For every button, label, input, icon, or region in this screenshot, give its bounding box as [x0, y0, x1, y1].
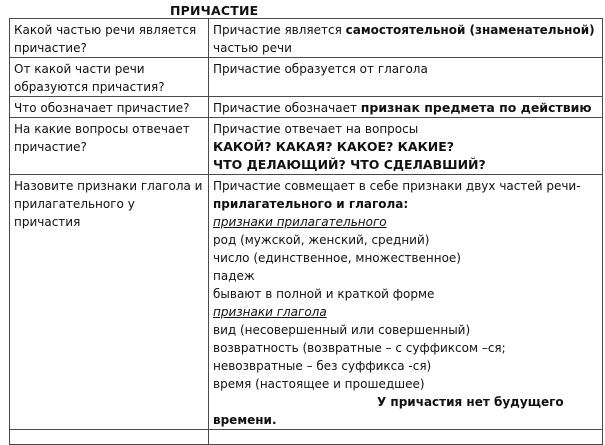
answer-cell	[209, 118, 603, 175]
answer-text: Причастие совмещает в себе признаки двух частей речи-	[213, 179, 581, 193]
table-row	[10, 19, 603, 58]
answer-text: Причастие является	[213, 23, 346, 37]
question-cell: От какой части речи образуются причастия?	[10, 58, 209, 97]
answer-text: частью речи	[213, 41, 292, 55]
question-cell: На какие вопросы отвечает причастие?	[10, 118, 209, 175]
answer-text: Причастие отвечает на вопросы	[213, 122, 419, 136]
list-item: время (настоящее и прошедшее)	[213, 377, 425, 391]
note-text: У причастия нет будущего	[377, 395, 564, 409]
table-row	[10, 118, 603, 175]
answer-bold-text: признак предмета по действию	[360, 100, 592, 115]
table-row	[10, 175, 603, 430]
answer-cell	[209, 19, 603, 58]
table-row-cut-off	[10, 430, 603, 445]
table-row	[10, 97, 603, 118]
answer-cell	[209, 97, 603, 118]
verb-features-heading: признаки глагола	[213, 305, 327, 319]
questions-list: ЧТО ДЕЛАЮЩИЙ? ЧТО СДЕЛАВШИЙ?	[213, 157, 486, 172]
list-item: вид (несовершенный или совершенный)	[213, 323, 471, 337]
answer-text: Причастие обозначает	[213, 101, 361, 115]
table-row	[10, 58, 603, 97]
list-item: род (мужской, женский, средний)	[213, 233, 430, 247]
adjective-features-heading: признаки прилагательного	[213, 215, 387, 229]
page-title: ПРИЧАСТИЕ	[170, 3, 259, 18]
answer-bold-text: самостоятельной (знаменательной)	[345, 23, 595, 37]
list-item: падеж	[213, 269, 255, 283]
list-item: возвратность (возвратные – с суффиксом –ся; невозвратные – без суффикса -ся)	[213, 341, 506, 373]
answer-cell	[209, 175, 603, 430]
answer-cell	[209, 430, 603, 445]
question-cell: Назовите признаки глагола и прилагательного у причастия	[10, 175, 209, 430]
note-text: времени.	[213, 413, 277, 427]
question-cell: Какой частью речи является причастие?	[10, 19, 209, 58]
question-cell: Что обозначает причастие?	[10, 97, 209, 118]
list-item: бывают в полной и краткой форме	[213, 287, 435, 301]
answer-bold-text: прилагательного и глагола:	[213, 197, 409, 211]
question-cell	[10, 430, 209, 445]
answer-cell: Причастие образуется от глагола	[209, 58, 603, 97]
questions-list: КАКОЙ? КАКАЯ? КАКОЕ? КАКИЕ?	[213, 139, 455, 154]
list-item: число (единственное, множественное)	[213, 251, 461, 265]
participle-table	[9, 18, 603, 445]
